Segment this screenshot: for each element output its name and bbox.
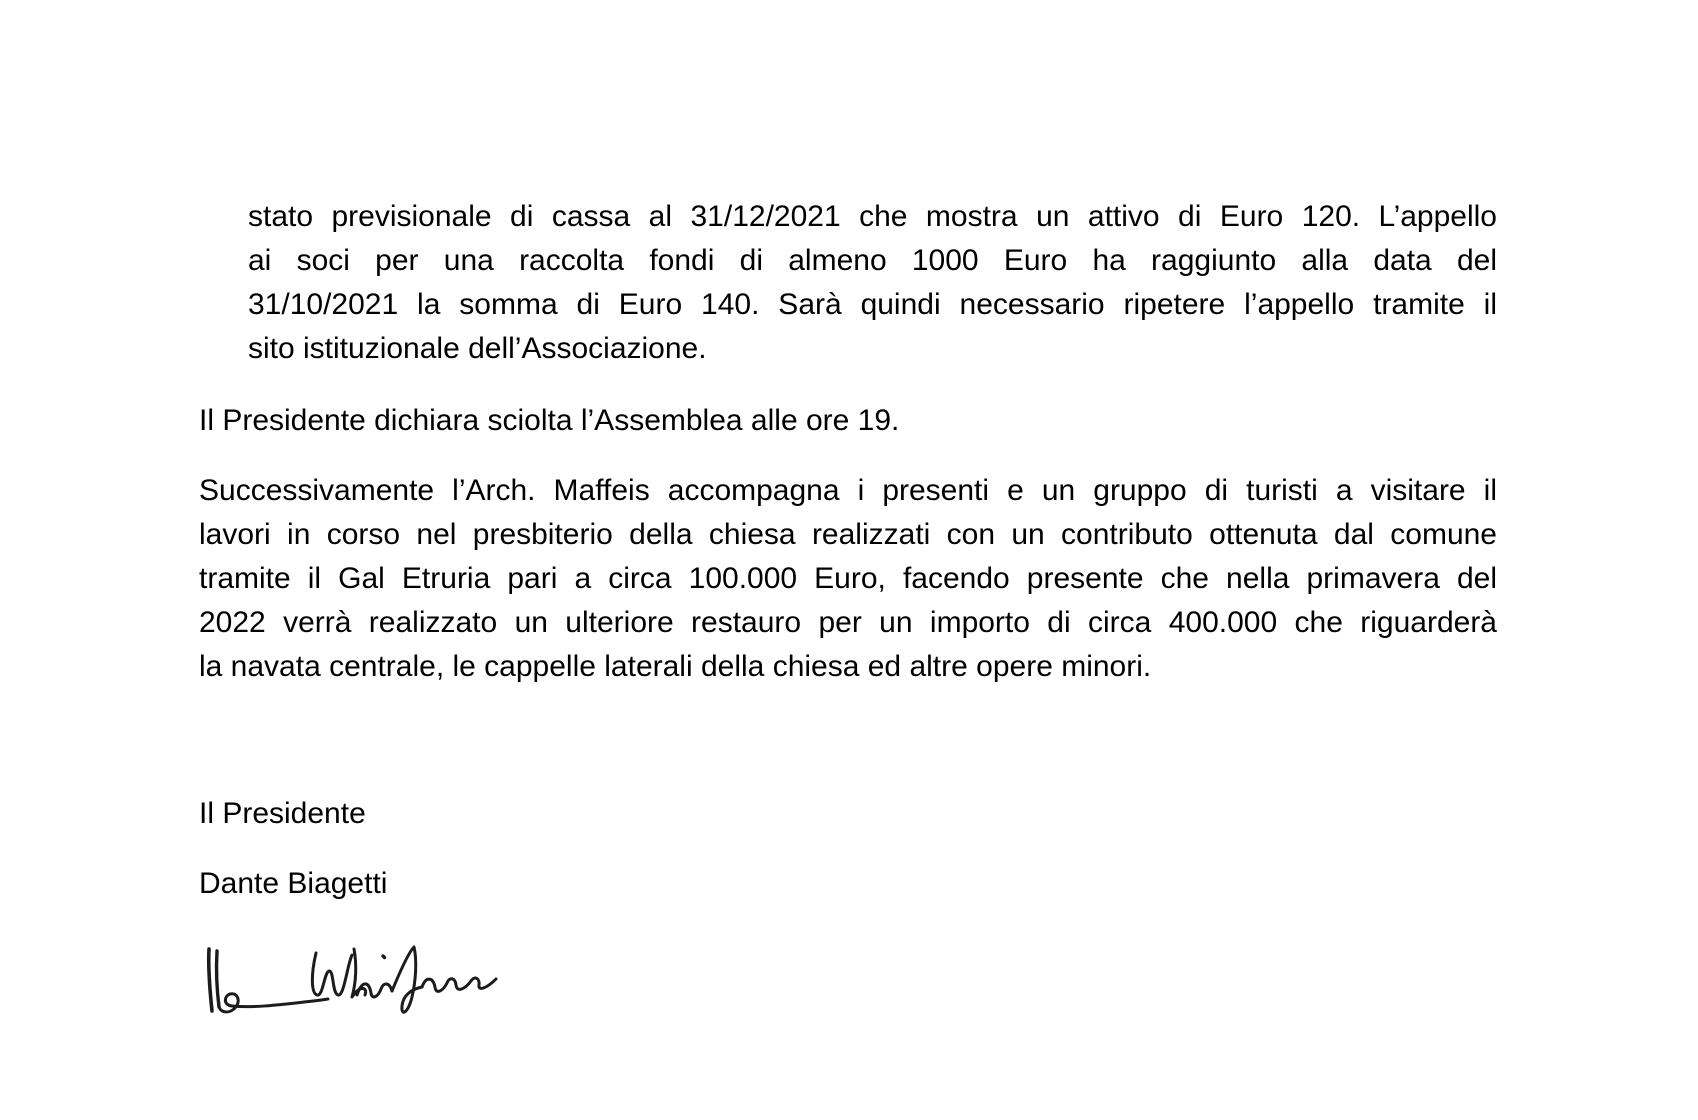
text-line: tramite il Gal Etruria pari a circa 100.000 Euro, facendo presente che nella primavera del — [199, 562, 1497, 595]
text-line: Successivamente l’Arch. Maffeis accompagna i presenti e un gruppo di turisti a visitare il — [199, 474, 1497, 507]
signature-role: Il Presidente — [199, 797, 366, 830]
paragraph-cash-forecast — [248, 195, 1497, 371]
text-line: la navata centrale, le cappelle laterali della chiesa ed altre opere minori. — [199, 650, 1152, 683]
signature-name: Dante Biagetti — [199, 867, 388, 900]
text-line: sito istituzionale dell’Associazione. — [248, 332, 707, 365]
paragraph-assembly-closed — [199, 399, 1499, 443]
text-line: stato previsionale di cassa al 31/12/2021 che mostra un attivo di Euro 120. L’appello — [248, 200, 1497, 233]
text-line: 2022 verrà realizzato un ulteriore restauro per un importo di circa 400.000 che riguarderà — [199, 606, 1497, 639]
text-line: lavori in corso nel presbiterio della chiesa realizzati con un contributo ottenuta dal comune — [199, 518, 1497, 551]
paragraph-church-works — [199, 469, 1497, 689]
text-line: Il Presidente dichiara sciolta l’Assemblea alle ore 19. — [199, 404, 900, 437]
text-line: ai soci per una raccolta fondi di almeno 1000 Euro ha raggiunto alla data del — [248, 244, 1497, 277]
handwritten-signature-icon — [198, 936, 518, 1024]
text-line: 31/10/2021 la somma di Euro 140. Sarà quindi necessario ripetere l’appello tramite il — [248, 288, 1497, 321]
